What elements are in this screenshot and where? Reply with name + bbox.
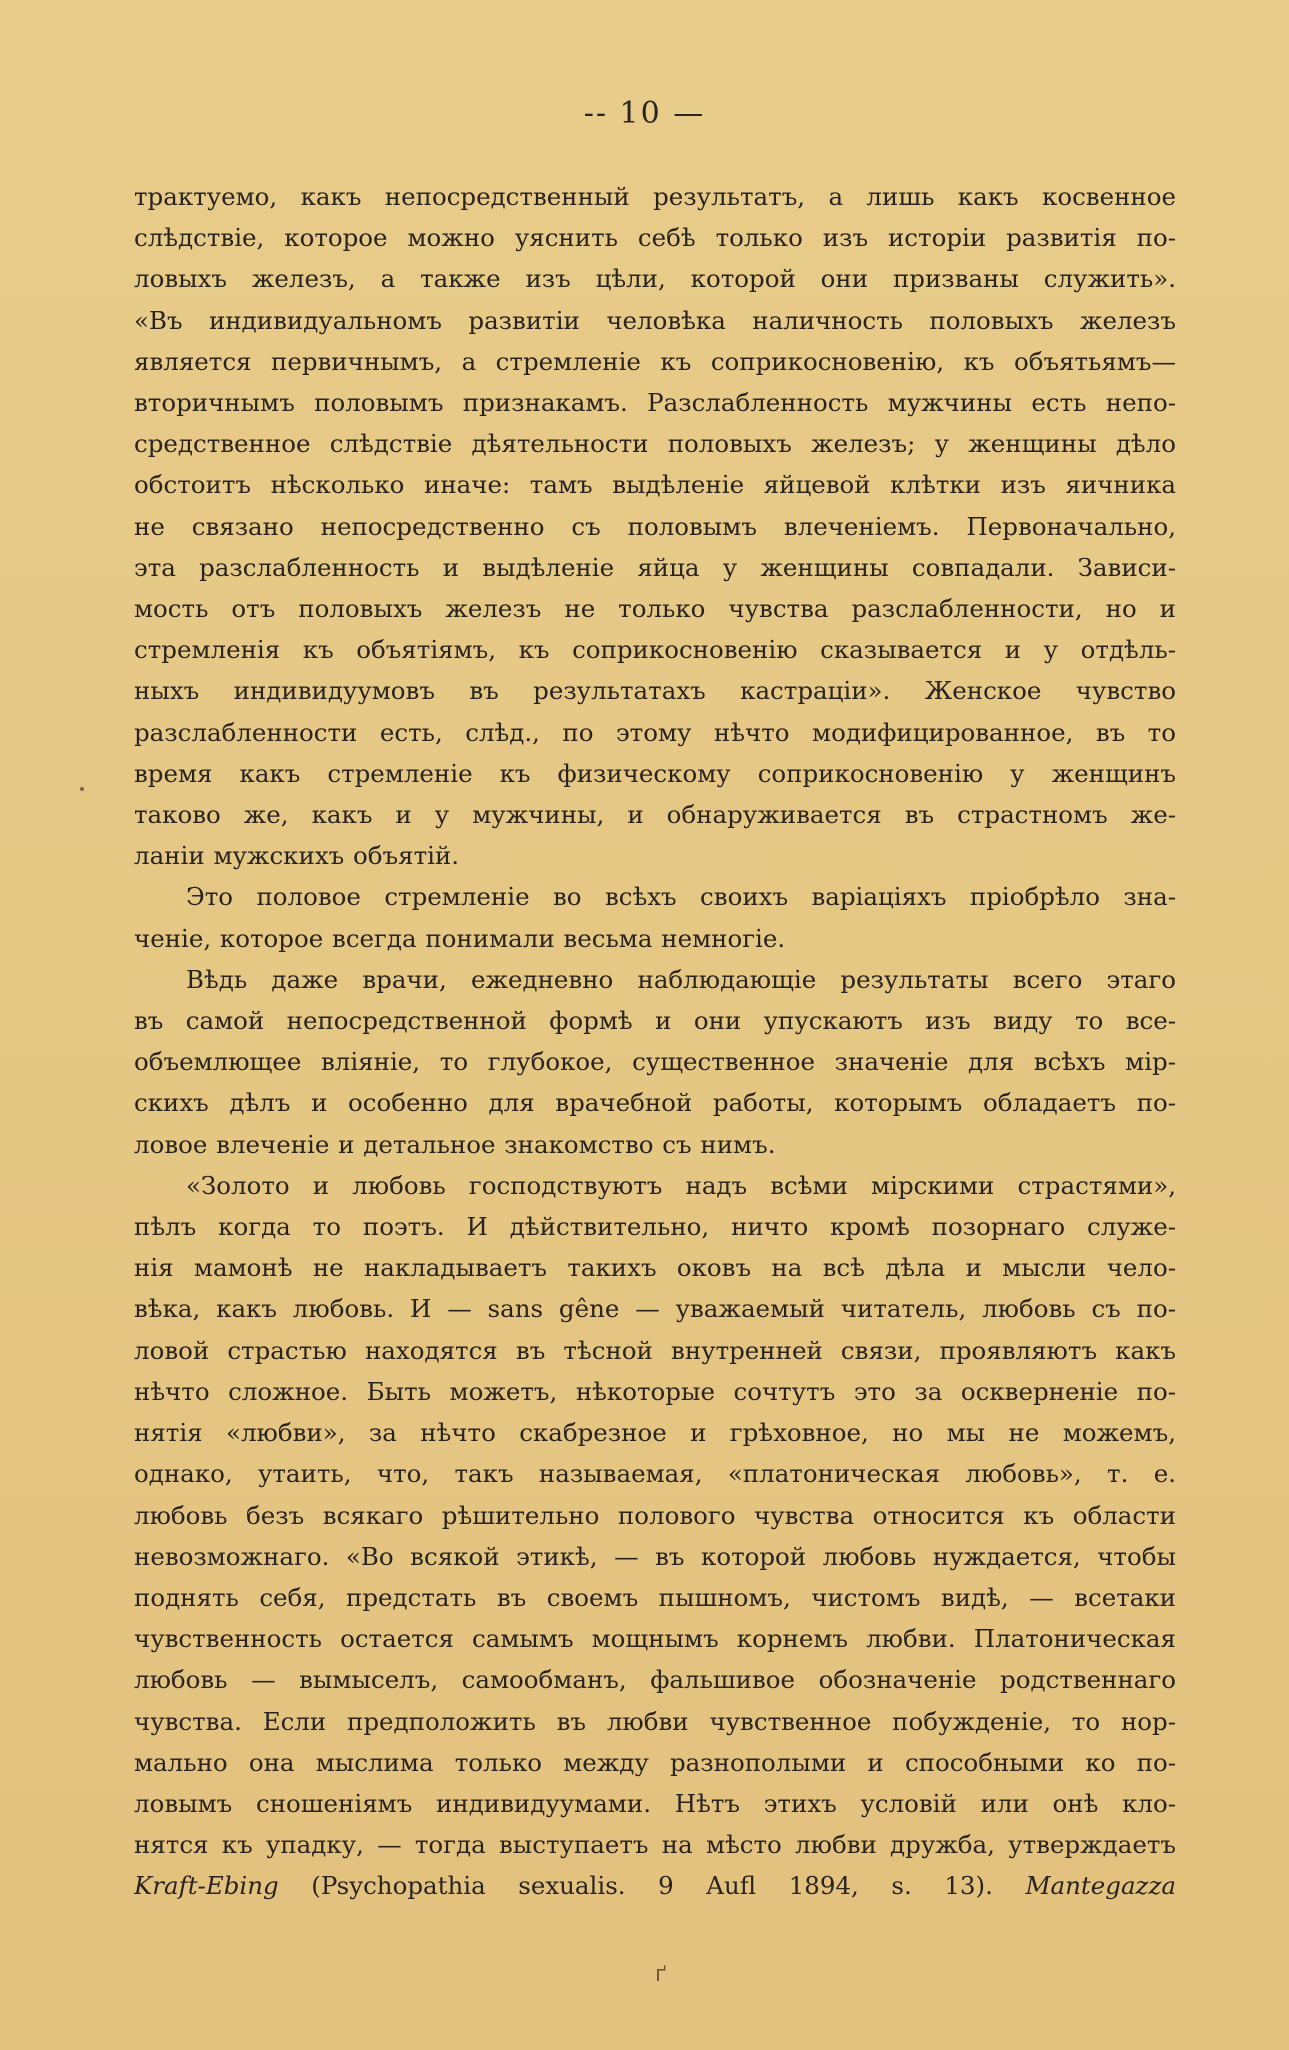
- text-line: «Золото и любовь господствуютъ надъ всѣми мірскими страстями»,: [186, 1170, 1176, 1200]
- print-speck: [80, 787, 84, 791]
- text-line: мость отъ половыхъ железъ не только чувства разслабленности, но и: [134, 594, 1176, 624]
- text-line: пѣлъ когда то поэтъ. И дѣйствительно, ничто кромѣ позорнаго служе-: [134, 1212, 1176, 1242]
- paragraph-1: [134, 176, 1176, 876]
- text-line: разслабленности есть, слѣд., по этому нѣчто модифицированное, въ то: [134, 717, 1176, 747]
- author-name-2: Mantegazza: [1025, 1871, 1176, 1901]
- text-line: время какъ стремленіе къ физическому соприкосновенію у женщинъ: [134, 758, 1176, 788]
- text-line: является первичнымъ, а стремленіе къ соприкосновенію, къ объятьямъ—: [134, 346, 1176, 376]
- citation-line: [134, 1865, 1176, 1906]
- text-line: ловымъ сношеніямъ индивидуумами. Нѣтъ этихъ условій или онѣ кло-: [134, 1788, 1176, 1818]
- text-line: нѣчто сложное. Быть можетъ, нѣкоторые сочтутъ это за оскверненіе по-: [134, 1376, 1176, 1406]
- text-line: объемлющее вліяніе, то глубокое, существенное значеніе для всѣхъ мір-: [134, 1047, 1176, 1077]
- text-line: эта разслабленность и выдѣленіе яйца у женщины совпадали. Зависи-: [134, 552, 1176, 582]
- text-line: стремленія къ объятіямъ, къ соприкосновенію сказывается и у отдѣль-: [134, 635, 1176, 665]
- text-line: нія мамонѣ не накладываетъ такихъ оковъ на всѣ дѣла и мысли чело-: [134, 1253, 1176, 1283]
- text-line: вторичнымъ половымъ признакамъ. Разслабленность мужчины есть непо-: [134, 388, 1176, 418]
- text-line: чувственность остается самымъ мощнымъ корнемъ любви. Платоническая: [134, 1624, 1176, 1654]
- paragraph-2: [134, 876, 1176, 958]
- author-name: Kraft-Ebing: [134, 1871, 279, 1901]
- text-line: средственное слѣдствіе дѣятельности половыхъ железъ; у женщины дѣло: [134, 429, 1176, 459]
- text-line: Вѣдь даже врачи, ежедневно наблюдающіе результаты всего этаго: [186, 964, 1176, 994]
- citation-text: (Psychopathia sexualis. 9 Aufl 1894, s. 13).: [311, 1871, 993, 1901]
- text-line: чувства. Если предположить въ любви чувственное побужденіе, то нор-: [134, 1706, 1176, 1736]
- text-line: не связано непосредственно съ половымъ влеченіемъ. Первоначально,: [134, 511, 1176, 541]
- text-line: любовь безъ всякаго рѣшительно полового чувства относится къ области: [134, 1500, 1176, 1530]
- text-line: обстоитъ нѣсколько иначе: тамъ выдѣленіе яйцевой клѣтки изъ яичника: [134, 470, 1176, 500]
- body-text: [134, 176, 1176, 1907]
- text-line: ловыхъ железъ, а также изъ цѣли, которой они призваны служить».: [134, 264, 1176, 294]
- text-line: ченіе, которое всегда понимали весьма немногіе.: [134, 923, 786, 953]
- text-line: «Въ индивидуальномъ развитіи человѣка наличность половыхъ железъ: [134, 305, 1176, 335]
- text-line: ныхъ индивидуумовъ въ результатахъ кастраціи». Женское чувство: [134, 676, 1176, 706]
- text-line: любовь — вымыселъ, самообманъ, фальшивое обозначеніе родственнаго: [134, 1665, 1176, 1695]
- text-line: таково же, какъ и у мужчины, и обнаруживается въ страстномъ же-: [134, 800, 1176, 830]
- text-line: въ самой непосредственной формѣ и они упускаютъ изъ виду то все-: [134, 1006, 1176, 1036]
- text-line: невозможнаго. «Во всякой этикѣ, — въ которой любовь нуждается, чтобы: [134, 1541, 1176, 1571]
- text-line: поднять себя, предстать въ своемъ пышномъ, чистомъ видѣ, — всетаки: [134, 1582, 1176, 1612]
- paragraph-4: [134, 1165, 1176, 1907]
- text-line: слѣдствіе, котороe можно уяснить себѣ только изъ исторіи развитія по-: [134, 223, 1176, 253]
- text-line: ловое влеченіе и детальное знакомство съ нимъ.: [134, 1129, 776, 1159]
- text-line: однако, утаить, что, такъ называемая, «платоническая любовь», т. е.: [134, 1459, 1176, 1489]
- text-line: вѣка, какъ любовь. И — sans gêne — уважаемый читатель, любовь съ по-: [134, 1294, 1176, 1324]
- text-line: Это половое стремленіе во всѣхъ своихъ варіаціяхъ пріобрѣло зна-: [186, 882, 1176, 912]
- text-line: скихъ дѣлъ и особенно для врачебной работы, которымъ обладаетъ по-: [134, 1088, 1176, 1118]
- text-line: ловой страстью находятся въ тѣсной внутренней связи, проявляютъ какъ: [134, 1335, 1176, 1365]
- footer-mark: ґ: [655, 1962, 667, 1987]
- text-line: мально она мыслима только между разнополыми и способными ко по-: [134, 1747, 1176, 1777]
- paragraph-3: [134, 959, 1176, 1165]
- text-line: нятія «любви», за нѣчто скабрезное и грѣховное, но мы не можемъ,: [134, 1418, 1176, 1448]
- page-number: -- 10 —: [583, 96, 706, 131]
- text-line: нятся къ упадку, — тогда выступаетъ на мѣсто любви дружба, утверждаетъ: [134, 1830, 1176, 1860]
- text-line: трактуемо, какъ непосредственный результатъ, а лишь какъ косвенное: [134, 182, 1176, 211]
- text-line: ланіи мужскихъ объятій.: [134, 841, 460, 871]
